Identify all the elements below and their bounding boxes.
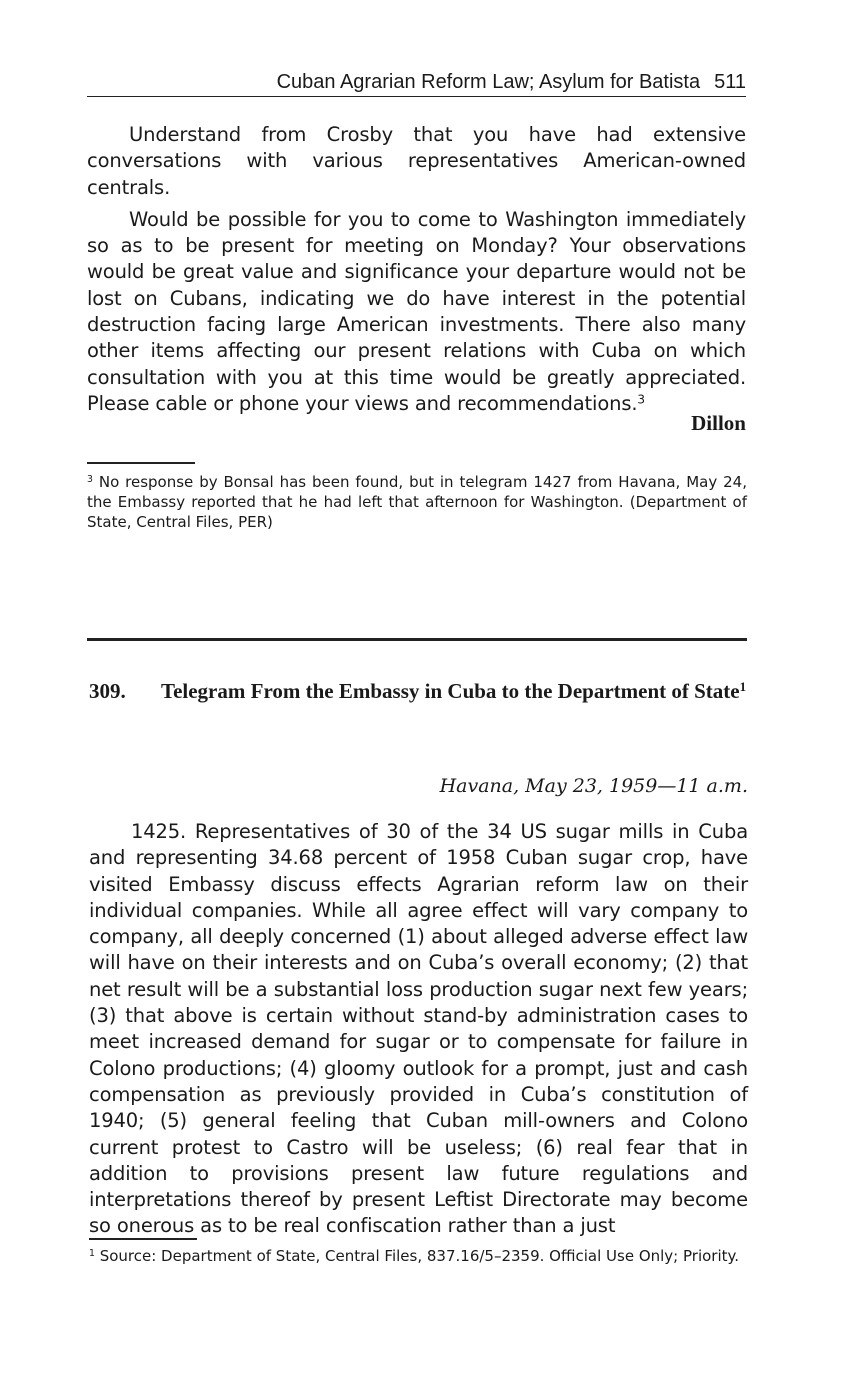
paragraph: 1425. Representatives of 30 of the 34 US sugar mills in Cuba and representing 34.68 percent of 1958 Cuban sugar crop, have visited Embassy discuss effects Agrarian reform law on their individual companies. While all agree effect will vary company to company, all deeply concerned (1) about alleged adverse effect law will have on their interests and on Cuba’s overall economy; (2) that net result will be a substantial loss production sugar next few years; (3) that above is certain without stand-by administration cases to meet increased demand for sugar or to compensate for failure in Colono productions; (4) gloomy outlook for a prompt, just and cash compensation as previously provided in Cuba’s constitution of 1940; (5) general feeling that Cuban mill-owners and Colono current protest to Castro will be useless; (6) real fear that in addition to provisions present law future regulations and interpretations thereof by present Leftist Directorate may become so onerous as to be real confiscation rather than a just <box>89 820 748 1238</box>
footnote-separator <box>89 1238 197 1240</box>
signature: Dillon <box>691 411 746 435</box>
footnote-marker: 3 <box>87 473 93 485</box>
footnote <box>87 472 747 532</box>
continued-telegram-text <box>87 122 746 417</box>
section-divider <box>87 638 747 641</box>
footnote-separator <box>87 462 195 464</box>
page-number: 511 <box>714 71 746 93</box>
document-number: 309. <box>89 679 126 703</box>
paragraph: Understand from Crosby that you have had extensive conversations with various representatives American-owned centrals. <box>87 123 746 199</box>
footnote-marker: 1 <box>89 1247 95 1259</box>
paragraph <box>87 207 746 417</box>
document-title-text: Telegram From the Embassy in Cuba to the Department of State <box>161 679 740 703</box>
dateline: Havana, May 23, 1959—11 a.m. <box>439 775 748 797</box>
paragraph-text: Would be possible for you to come to Washington immediately so as to be present for meeting on Monday? Your observations would be great value and significance your departure would not be lost on Cubans, indicating we do have interest in the potential destruction facing large American investments. There also many other items affecting our present relations with Cuba on which consultation with you at this time would be greatly appreciated. Please cable or phone your views and recommendations. <box>87 207 746 415</box>
footnote <box>89 1246 749 1266</box>
document-title <box>161 678 751 705</box>
footnote-text: Source: Department of State, Central Files, 837.16/5–2359. Official Use Only; Priority. <box>99 1247 740 1265</box>
footnote-reference: 1 <box>739 678 747 694</box>
running-header <box>87 70 746 97</box>
telegram-body <box>89 819 748 1240</box>
footnote-reference: 3 <box>637 392 645 407</box>
running-title: Cuban Agrarian Reform Law; Asylum for Batista <box>276 71 701 93</box>
footnote-text: No response by Bonsal has been found, but in telegram 1427 from Havana, May 24, the Embassy reported that he had left that afternoon for Washington. (Department of State, Central Files, PER) <box>87 473 747 531</box>
